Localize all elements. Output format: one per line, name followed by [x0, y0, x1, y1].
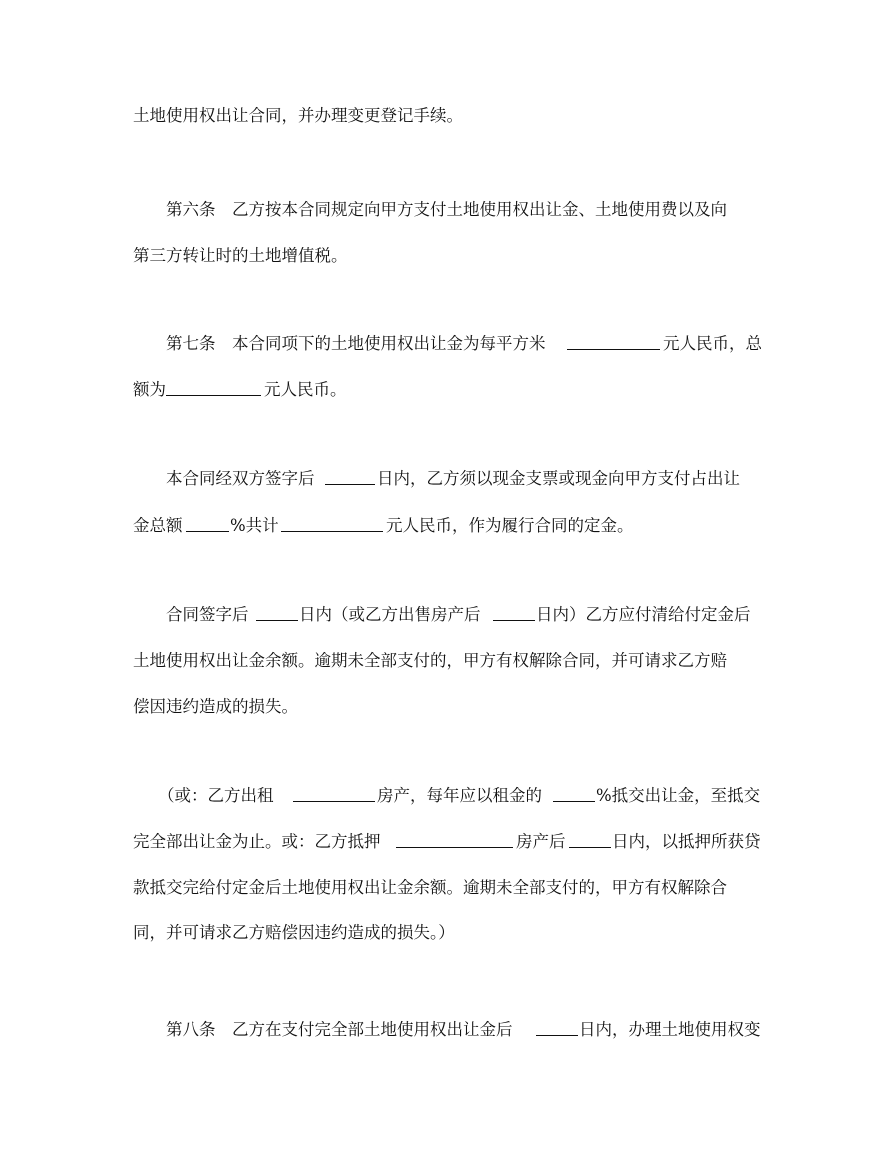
text-segment: 合同签字后 — [166, 605, 249, 624]
text-segment: 元人民币。 — [264, 380, 347, 399]
document-line — [0, 873, 893, 903]
article-6-line — [0, 195, 893, 225]
document-line — [0, 646, 893, 676]
text-segment: 房产后 — [516, 832, 566, 851]
article-8-line — [0, 1015, 893, 1045]
text-segment: 日内）乙方应付清给付定金后 — [536, 605, 751, 624]
document-line — [0, 101, 893, 131]
text-line: 第三方转让时的土地增值税。 — [133, 246, 348, 265]
text-segment: 房产，每年应以租金的 — [377, 786, 542, 805]
text-line: 同，并可请求乙方赔偿因违约造成的损失。） — [133, 923, 455, 942]
text-segment: 完全部出让金为止。或：乙方抵押 — [133, 832, 381, 851]
document-line — [0, 827, 893, 857]
text-segment: 元人民币，总 — [663, 334, 762, 353]
text-segment: 日内，以抵押所获贷 — [612, 832, 761, 851]
fill-in-blank — [166, 375, 261, 405]
document-line — [0, 464, 893, 494]
document-line — [0, 511, 893, 541]
fill-in-blank — [256, 600, 298, 630]
text-segment: 元人民币，作为履行合同的定金。 — [386, 516, 634, 535]
text-segment: 第七条 本合同项下的土地使用权出让金为每平方米 — [166, 334, 546, 353]
text-line: 偿因违约造成的损失。 — [133, 697, 298, 716]
fill-in-blank — [325, 464, 375, 494]
text-segment: 第八条 乙方在支付完全部土地使用权出让金后 — [166, 1020, 513, 1039]
document-line — [0, 692, 893, 722]
document-line — [0, 600, 893, 630]
document-line — [0, 781, 893, 811]
text-segment: （或：乙方出租 — [158, 786, 274, 805]
fill-in-blank — [293, 781, 375, 811]
text-line: 土地使用权出让合同，并办理变更登记手续。 — [133, 106, 463, 125]
text-segment: 日内，办理土地使用权变 — [579, 1020, 761, 1039]
fill-in-blank — [186, 511, 229, 541]
text-segment: 金总额 — [133, 516, 183, 535]
fill-in-blank — [536, 1015, 578, 1045]
fill-in-blank — [569, 827, 611, 857]
document-line — [0, 375, 893, 405]
text-segment: 额为 — [133, 380, 166, 399]
text-segment: 日内，乙方须以现金支票或现金向甲方支付占出让 — [377, 469, 740, 488]
text-line: 土地使用权出让金余额。逾期未全部支付的，甲方有权解除合同，并可请求乙方赔 — [133, 651, 727, 670]
text-segment: %共计 — [230, 516, 279, 535]
document-line — [0, 918, 893, 948]
article-7-line — [0, 329, 893, 359]
fill-in-blank — [493, 600, 535, 630]
fill-in-blank — [396, 827, 513, 857]
text-segment: 日内（或乙方出售房产后 — [299, 605, 481, 624]
text-line: 款抵交完给付定金后土地使用权出让金余额。逾期未全部支付的，甲方有权解除合 — [133, 878, 727, 897]
text-segment: 本合同经双方签字后 — [166, 469, 315, 488]
fill-in-blank — [567, 329, 660, 359]
document-line — [0, 241, 893, 271]
text-segment: %抵交出让金，至抵交 — [596, 786, 761, 805]
fill-in-blank — [553, 781, 595, 811]
text-line: 第六条 乙方按本合同规定向甲方支付土地使用权出让金、土地使用费以及向 — [166, 200, 727, 219]
fill-in-blank — [281, 511, 383, 541]
